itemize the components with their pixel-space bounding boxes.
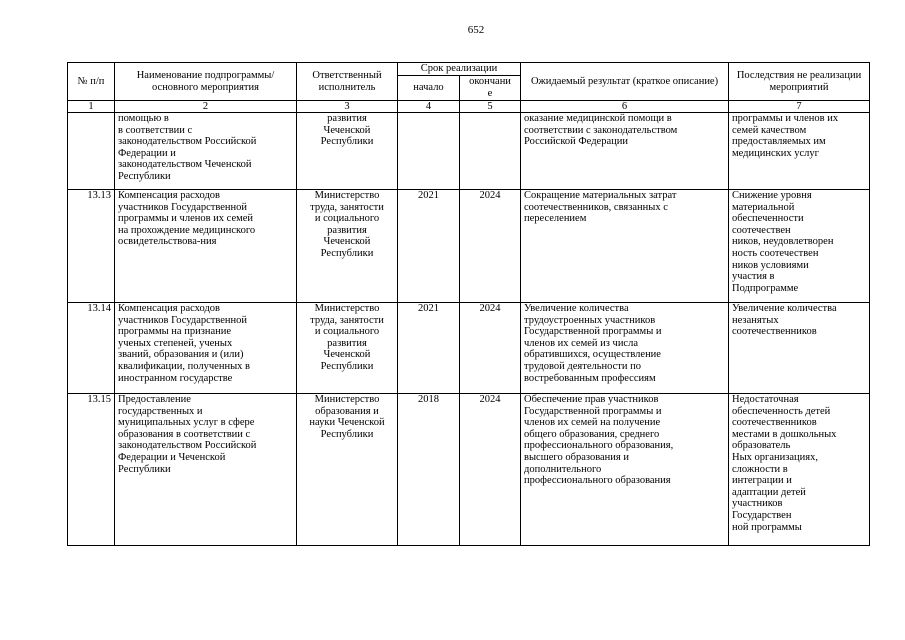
header-row-top — [68, 63, 870, 76]
expected-result-line: Увеличение количества — [524, 303, 629, 314]
column-number: 4 — [398, 101, 460, 113]
responsible-executor — [297, 190, 398, 303]
responsible-executor-line: развития — [327, 337, 367, 349]
measure-name-line: в соответствии с — [118, 124, 193, 136]
measure-name-line: ученых степеней, ученых — [118, 337, 233, 349]
non-implementation-consequences-line: медицинских услуг — [732, 147, 819, 159]
header-start: начало — [398, 76, 460, 101]
header-result: Ожидаемый результат (краткое описание) — [521, 63, 729, 101]
column-number: 2 — [115, 101, 297, 113]
responsible-executor-line: развития — [327, 113, 367, 124]
non-implementation-consequences-line: ной программы — [732, 521, 802, 533]
column-number: 6 — [521, 101, 729, 113]
table-body — [68, 101, 870, 546]
measure-name-line: Федерации и Чеченской — [118, 451, 226, 463]
column-number: 3 — [297, 101, 398, 113]
measure-name — [115, 190, 297, 303]
expected-result — [521, 394, 729, 546]
row-number: 13.15 — [68, 394, 115, 546]
measure-name-line: государственных и — [118, 405, 203, 417]
responsible-executor-line: труда, занятости — [310, 201, 384, 213]
table-row — [68, 394, 870, 546]
expected-result-line: профессионального образования, — [524, 440, 674, 452]
end-year — [460, 113, 521, 190]
expected-result-line: членов их семей из числа — [524, 337, 638, 349]
responsible-executor-line: Республики — [320, 428, 374, 440]
responsible-executor-line: Республики — [320, 136, 374, 148]
responsible-executor-line: Чеченской — [323, 124, 371, 136]
non-implementation-consequences-line: местами в дошкольных — [732, 428, 837, 440]
expected-result-line: профессионального образования — [524, 475, 671, 487]
header-end — [460, 76, 521, 101]
non-implementation-consequences-line: Увеличение количества — [732, 303, 837, 314]
non-implementation-consequences-line: материальной — [732, 201, 795, 213]
measure-name-line: законодательством Российской — [118, 136, 257, 148]
measure-name-line: на прохождение медицинского — [118, 224, 256, 236]
measure-name-line: квалификации, полученных в — [118, 360, 250, 372]
responsible-executor-line: Республики — [320, 247, 374, 259]
measure-name-line: Федерации и — [118, 147, 176, 159]
non-implementation-consequences-line: обеспеченности — [732, 213, 804, 225]
column-numbers-row — [68, 101, 870, 113]
table-row — [68, 113, 870, 190]
measure-name-line: образования в соответствии с — [118, 428, 251, 440]
responsible-executor-line: Республики — [320, 360, 374, 372]
responsible-executor-line: науки Чеченской — [309, 417, 385, 429]
start-year: 2021 — [398, 190, 460, 303]
start-year: 2018 — [398, 394, 460, 546]
expected-result-line: переселением — [524, 213, 587, 225]
expected-result — [521, 113, 729, 190]
non-implementation-consequences-line: участников — [732, 498, 783, 510]
end-year: 2024 — [460, 303, 521, 394]
responsible-executor-line: Министерство — [314, 394, 380, 405]
program-measures-table — [67, 62, 870, 546]
non-implementation-consequences-line: ников, неудовлетворен — [732, 236, 834, 248]
measure-name-line: освидетельствова-ния — [118, 236, 217, 248]
expected-result-line: обратившихся, осуществление — [524, 349, 661, 361]
measure-name-line: званий, образования и (или) — [118, 349, 244, 361]
header-end-line: е — [487, 88, 493, 99]
responsible-executor-line: образования и — [315, 405, 379, 417]
non-implementation-consequences-line: предоставляемых им — [732, 136, 826, 148]
expected-result-line: трудовой деятельности по — [524, 360, 642, 372]
expected-result-line: дополнительного — [524, 463, 602, 475]
end-year: 2024 — [460, 190, 521, 303]
non-implementation-consequences-line: Государствен — [732, 509, 792, 521]
expected-result-line: трудоустроенных участников — [524, 314, 656, 326]
non-implementation-consequences-line: ников условиями — [732, 259, 809, 271]
responsible-executor-line: Министерство — [314, 190, 380, 201]
header-responsible: Ответственный исполнитель — [297, 63, 398, 101]
non-implementation-consequences-line: сложности в — [732, 463, 788, 475]
column-number: 7 — [729, 101, 870, 113]
non-implementation-consequences-line: Недостаточная — [732, 394, 799, 405]
row-number — [68, 113, 115, 190]
expected-result — [521, 303, 729, 394]
measure-name-line: помощью в — [118, 113, 169, 124]
measure-name — [115, 113, 297, 190]
non-implementation-consequences-line: ность соотечествен — [732, 247, 819, 259]
measure-name-line: муниципальных услуг в сфере — [118, 417, 255, 429]
responsible-executor-line: Чеченской — [323, 236, 371, 248]
non-implementation-consequences-line: Подпрограмме — [732, 282, 799, 294]
expected-result-line: соответствии с законодательством — [524, 124, 678, 136]
expected-result-line: Государственной программы и — [524, 405, 662, 417]
header-period: Срок реализации — [398, 63, 521, 76]
table-row — [68, 190, 870, 303]
start-year — [398, 113, 460, 190]
non-implementation-consequences-line: соотечествен — [732, 224, 791, 236]
column-number: 1 — [68, 101, 115, 113]
header-consequences: Последствия не реализации мероприятий — [729, 63, 870, 101]
header-num: № п/п — [68, 63, 115, 101]
non-implementation-consequences-line: адаптации детей — [732, 486, 806, 498]
responsible-executor — [297, 303, 398, 394]
non-implementation-consequences-line: семей качеством — [732, 124, 807, 136]
responsible-executor-line: развития — [327, 224, 367, 236]
expected-result — [521, 190, 729, 303]
expected-result-line: соотечественников, связанных с — [524, 201, 668, 213]
non-implementation-consequences-line: соотечественников — [732, 417, 817, 429]
measure-name-line: участников Государственной — [118, 314, 248, 326]
expected-result-line: членов их семей на получение — [524, 417, 661, 429]
measure-name-line: законодательством Российской — [118, 440, 257, 452]
start-year: 2021 — [398, 303, 460, 394]
measure-name-line: Республики — [118, 170, 171, 182]
non-implementation-consequences — [729, 113, 870, 190]
header-name: Наименование подпрограммы/ основного мероприятия — [115, 63, 297, 101]
end-year: 2024 — [460, 394, 521, 546]
non-implementation-consequences-line: участия в — [732, 271, 775, 283]
measure-name-line: Компенсация расходов — [118, 303, 220, 314]
non-implementation-consequences — [729, 394, 870, 546]
measure-name-line: участников Государственной — [118, 201, 248, 213]
measure-name-line: иностранном государстве — [118, 372, 233, 384]
non-implementation-consequences-line: Снижение уровня — [732, 190, 812, 201]
responsible-executor-line: Министерство — [314, 303, 380, 314]
responsible-executor-line: и социального — [314, 326, 380, 338]
responsible-executor — [297, 113, 398, 190]
non-implementation-consequences-line: образователь — [732, 440, 791, 452]
measure-name-line: программы и членов их семей — [118, 213, 254, 225]
expected-result-line: Обеспечение прав участников — [524, 394, 659, 405]
expected-result-line: высшего образования и — [524, 451, 629, 463]
responsible-executor-line: и социального — [314, 213, 380, 225]
expected-result-line: оказание медицинской помощи в — [524, 113, 672, 124]
expected-result-line: востребованным профессиям — [524, 372, 656, 384]
measure-name-line: Предоставление — [118, 394, 191, 405]
row-number: 13.14 — [68, 303, 115, 394]
non-implementation-consequences-line: программы и членов их — [732, 113, 839, 124]
expected-result-line: Российской Федерации — [524, 136, 628, 148]
non-implementation-consequences-line: Ных организациях, — [732, 451, 818, 463]
non-implementation-consequences — [729, 303, 870, 394]
expected-result-line: общего образования, среднего — [524, 428, 660, 440]
expected-result-line: Сокращение материальных затрат — [524, 190, 677, 201]
page-number: 652 — [467, 24, 485, 36]
non-implementation-consequences-line: интеграции и — [732, 475, 792, 487]
measure-name-line: Республики — [118, 463, 171, 475]
non-implementation-consequences-line: обеспеченность детей — [732, 405, 831, 417]
responsible-executor — [297, 394, 398, 546]
row-number: 13.13 — [68, 190, 115, 303]
measure-name — [115, 303, 297, 394]
non-implementation-consequences-line: незанятых — [732, 314, 779, 326]
measure-name-line: законодательством Чеченской — [118, 159, 252, 171]
expected-result-line: Государственной программы и — [524, 326, 662, 338]
non-implementation-consequences-line: соотечественников — [732, 326, 817, 338]
header-end-line: окончани — [469, 76, 511, 88]
responsible-executor-line: Чеченской — [323, 349, 371, 361]
responsible-executor-line: труда, занятости — [310, 314, 384, 326]
table-row — [68, 303, 870, 394]
measure-name-line: программы на признание — [118, 326, 232, 338]
measure-name — [115, 394, 297, 546]
non-implementation-consequences — [729, 190, 870, 303]
column-number: 5 — [460, 101, 521, 113]
measure-name-line: Компенсация расходов — [118, 190, 220, 201]
